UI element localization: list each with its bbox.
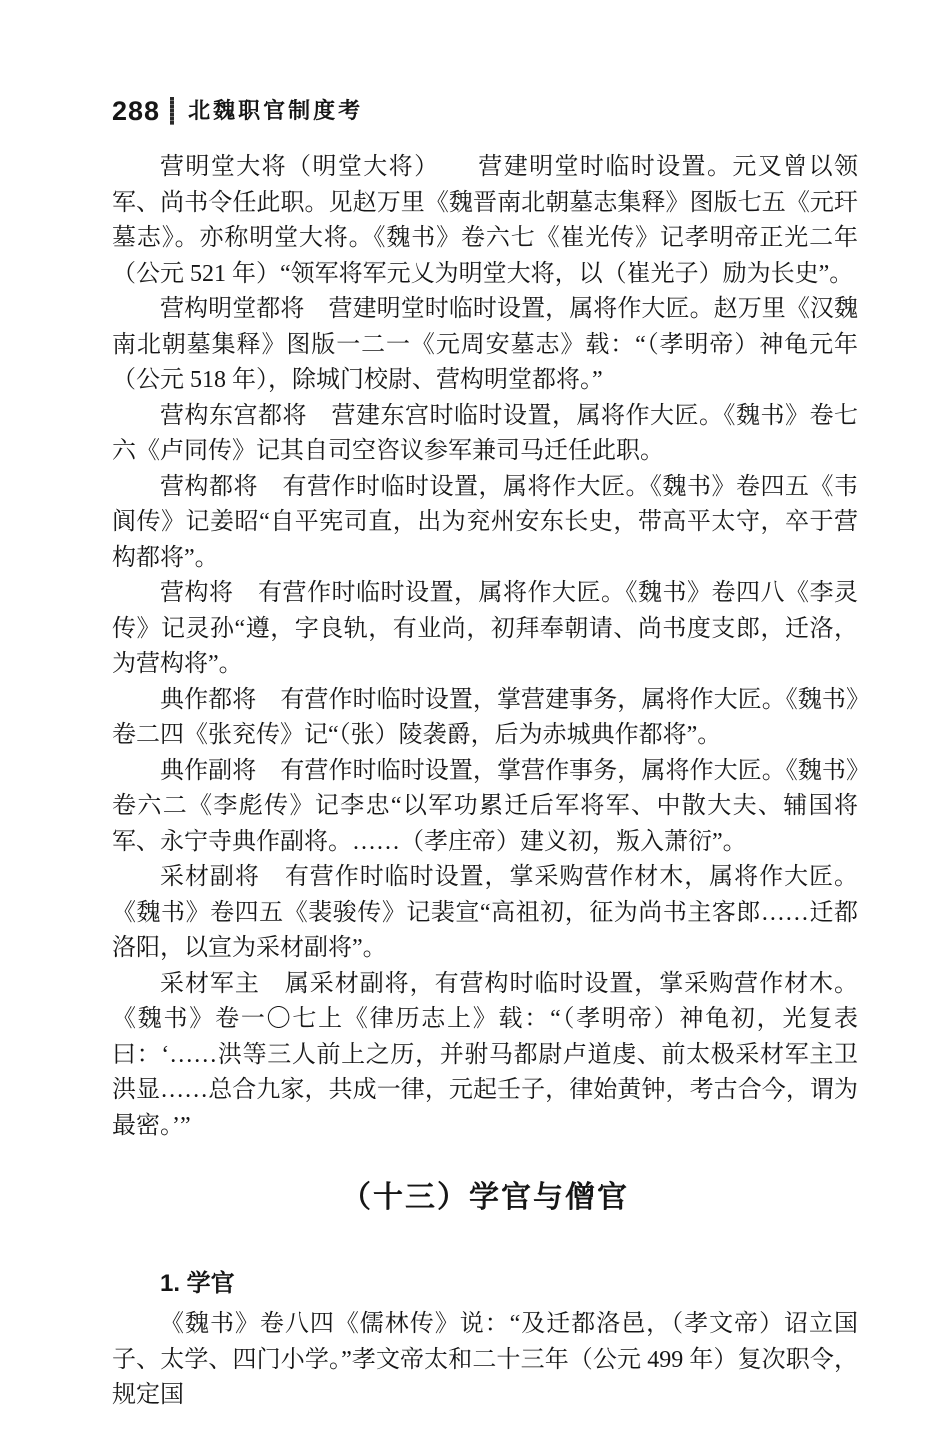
page-body — [112, 150, 858, 1414]
paragraph-caicai-junzhu: 采材军主 属采材副将，有营构时临时设置，掌采购营作材木。《魏书》卷一〇七上《律历志上》载：“（孝明帝）神龟初，光复表曰：‘……洪等三人前上之历，并驸马都尉卢道虔、前太极采材军主卫洪显……总合九家，共成一律，元起壬子，律始黄钟，考古合今，谓为最密。’” — [112, 970, 858, 1139]
page-header — [112, 96, 363, 126]
paragraph-dianzuo-fujiang: 典作副将 有营作时临时设置，掌营作事务，属将作大匠。《魏书》卷六二《李彪传》记李忠“以军功累迁后军将军、中散大夫、辅国将军、永宁寺典作副将。……（孝庄帝）建义初，叛入萧衍”。 — [112, 757, 858, 855]
paragraph-ying-mingtang-dajiang: 营明堂大将（明堂大将） 营建明堂时临时设置。元叉曾以领军、尚书令任此职。见赵万里《魏晋南北朝墓志集释》图版七五《元玕墓志》。亦称明堂大将。《魏书》卷六七《崔光传》记孝明帝正光二年（公元 521 年）“领军将军元乂为明堂大将，以（崔光子）励为长史”。 — [112, 154, 858, 287]
page-number: 288 — [112, 96, 161, 126]
book-title: 北魏职官制度考 — [188, 98, 364, 123]
paragraph-caicai-fujiang: 采材副将 有营作时临时设置，掌采购营作材木，属将作大匠。《魏书》卷四五《裴骏传》记裴宣“高祖初，征为尚书主客郎……迁都洛阳，以宣为采材副将”。 — [112, 864, 858, 961]
paragraph-yinggou-dujiang: 营构都将 有营作时临时设置，属将作大匠。《魏书》卷四五《韦阆传》记姜昭“自平宪司直，出为兖州安东长史，带高平太守，卒于营构都将”。 — [112, 473, 858, 571]
section-heading: （十三）学官与僧官 — [341, 1181, 629, 1214]
paragraph-xueguan-intro: 《魏书》卷八四《儒林传》说：“及迁都洛邑，（孝文帝）诏立国子、太学、四门小学。”孝文帝太和二十三年（公元 499 年）复次职令，规定国 — [112, 1311, 858, 1408]
subsection-heading: 1. 学官 — [160, 1269, 235, 1297]
paragraph-yinggou-donggong-dujiang: 营构东宫都将 营建东宫时临时设置，属将作大匠。《魏书》卷七六《卢同传》记其自司空咨议参军兼司马迁任此职。 — [112, 402, 858, 464]
header-divider — [170, 97, 174, 125]
paragraph-yinggou-jiang: 营构将 有营作时临时设置，属将作大匠。《魏书》卷四八《李灵传》记灵孙“遵，字良轨，有业尚，初拜奉朝请、尚书度支郎，迁洛，为营构将”。 — [112, 580, 858, 677]
paragraph-yinggou-mingtang-dujiang: 营构明堂都将 营建明堂时临时设置，属将作大匠。赵万里《汉魏南北朝墓集释》图版一二一《元周安墓志》载：“（孝明帝）神龟元年（公元 518 年），除城门校尉、营构明堂都将。” — [112, 296, 858, 393]
paragraph-dianzuo-dujiang: 典作都将 有营作时临时设置，掌营建事务，属将作大匠。《魏书》卷二四《张兖传》记“（张）陵袭爵，后为赤城典作都将”。 — [112, 686, 858, 748]
